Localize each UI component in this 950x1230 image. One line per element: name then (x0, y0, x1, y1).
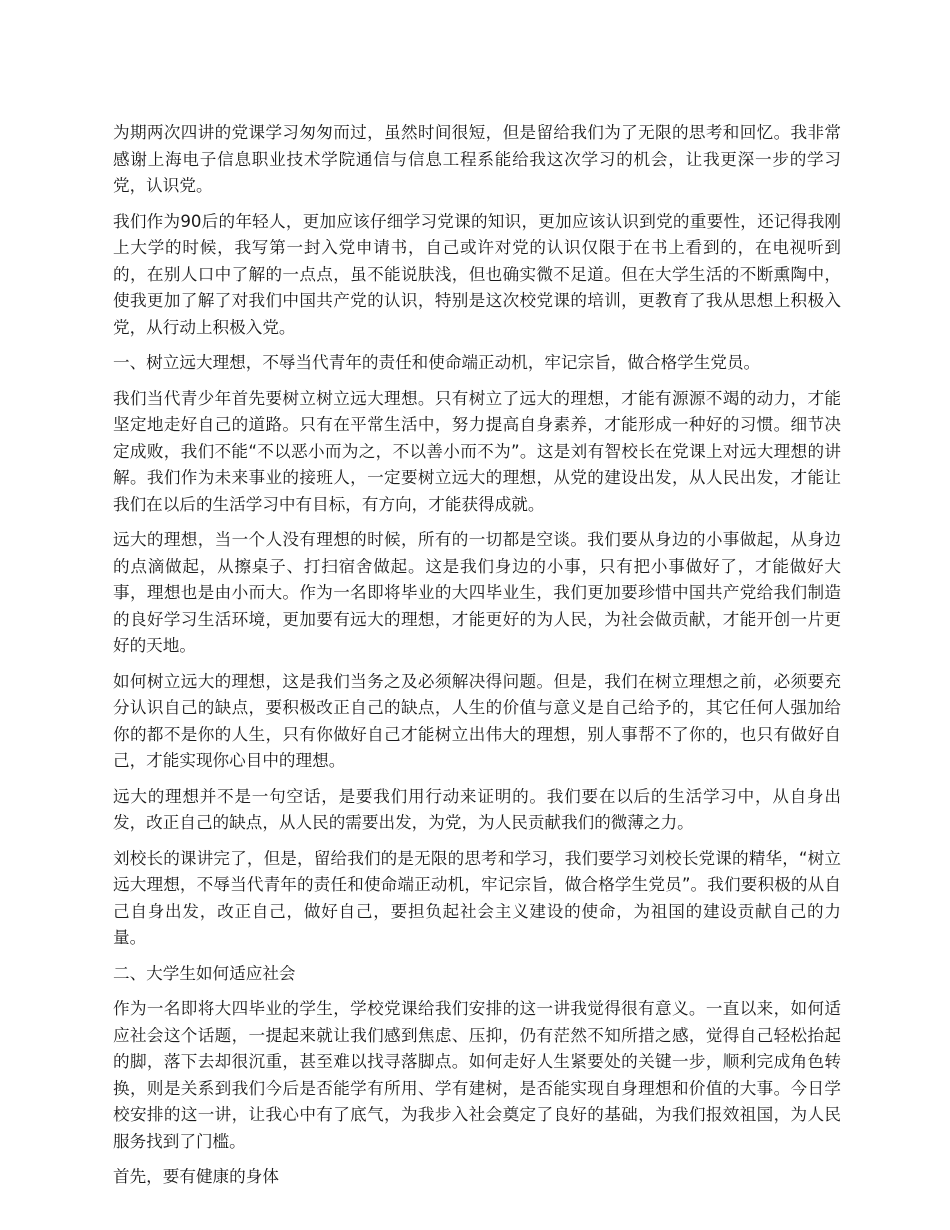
section-heading-1: 一、树立远大理想，不辱当代青年的责任和使命端正动机，牢记宗旨，做合格学生党员。 (113, 353, 761, 372)
paragraph-ideal-2: 远大的理想，当一个人没有理想的时候，所有的一切都是空谈。我们要从身边的小事做起，从身边的点滴做起，从擦桌子、打扫宿舍做起。这是我们身边的小事，只有把小事做好了，才能做好大事，理想也是由小而大。作为一名即将毕业的大四毕业生，我们更加要珍惜中国共产党给我们制造的良好学习生活环境，更加要有远大的理想，才能更好的为人民，为社会做贡献，才能开创一片更好的天地。 (113, 530, 841, 655)
paragraph-ideal-3: 如何树立远大的理想，这是我们当务之及必须解决得问题。但是，我们在树立理想之前，必须要充分认识自己的缺点，要积极改正自己的缺点，人生的价值与意义是自己给予的，其它任何人强加给你的都不是你的人生，只有你做好自己才能树立出伟大的理想，别人事帮不了你的，也只有做好自己，才能实现你心目中的理想。 (113, 671, 841, 770)
paragraph-ideal-1: 我们当代青少年首先要树立树立远大理想。只有树立了远大的理想，才能有源源不竭的动力，才能坚定地走好自己的道路。只有在平常生活中，努力提高自身素养，才能形成一种好的习惯。细节决定成败，我们不能“不以恶小而为之，不以善小而不为”。这是刘有智校长在党课上对远大理想的讲解。我们作为未来事业的接班人，一定要树立远大的理想，从党的建设出发，从人民出发，才能让我们在以后的生活学习中有目标，有方向，才能获得成就。 (113, 388, 841, 514)
paragraph-ideal-4: 远大的理想并不是一句空话，是要我们用行动来证明的。我们要在以后的生活学习中，从自身出发，改正自己的缺点，从人民的需要出发，为党，为人民贡献我们的微薄之力。 (113, 786, 841, 832)
paragraph-society: 作为一名即将大四毕业的学生，学校党课给我们安排的这一讲我觉得很有意义。一直以来，如何适应社会这个话题，一提起来就让我们感到焦虑、压抑，仍有茫然不知所措之感，觉得自己轻松抬起的脚，落下去却很沉重，甚至难以找寻落脚点。如何走好人生紧要处的关键一步，顺利完成角色转换，则是关系到我们今后是否能学有所用、学有建树，是否能实现自身理想和价值的大事。今日学校安排的这一讲，让我心中有了底气，为我步入社会奠定了良好的基础，为我们报效祖国，为人民服务找到了门槛。 (113, 999, 841, 1151)
subheading-health: 首先，要有健康的身体 (113, 1167, 279, 1186)
document-body (113, 120, 841, 1200)
paragraph-background: 我们作为90后的年轻人，更加应该仔细学习党课的知识，更加应该认识到党的重要性，还记得我刚上大学的时候，我写第一封入党申请书，自己或许对党的认识仅限于在书上看到的，在电视听到的，在别人口中了解的一点点，虽不能说肤浅，但也确实微不足道。但在大学生活的不断熏陶中，使我更加了解了对我们中国共产党的认识，特别是这次校党课的培训，更教育了我从思想上积极入党，从行动上积极入党。 (113, 211, 841, 337)
section-heading-2: 二、大学生如何适应社会 (113, 963, 296, 983)
paragraph-ideal-summary: 刘校长的课讲完了，但是，留给我们的是无限的思考和学习，我们要学习刘校长党课的精华，“树立远大理想，不辱当代青年的责任和使命端正动机，牢记宗旨，做合格学生党员”。我们要积极的从自己自身出发，改正自己，做好自己，要担负起社会主义建设的使命，为祖国的建设贡献自己的力量。 (113, 848, 841, 947)
paragraph-intro: 为期两次四讲的党课学习匆匆而过，虽然时间很短，但是留给我们为了无限的思考和回忆。我非常感谢上海电子信息职业技术学院通信与信息工程系能给我这次学习的机会，让我更深一步的学习党，认识党。 (113, 123, 841, 195)
